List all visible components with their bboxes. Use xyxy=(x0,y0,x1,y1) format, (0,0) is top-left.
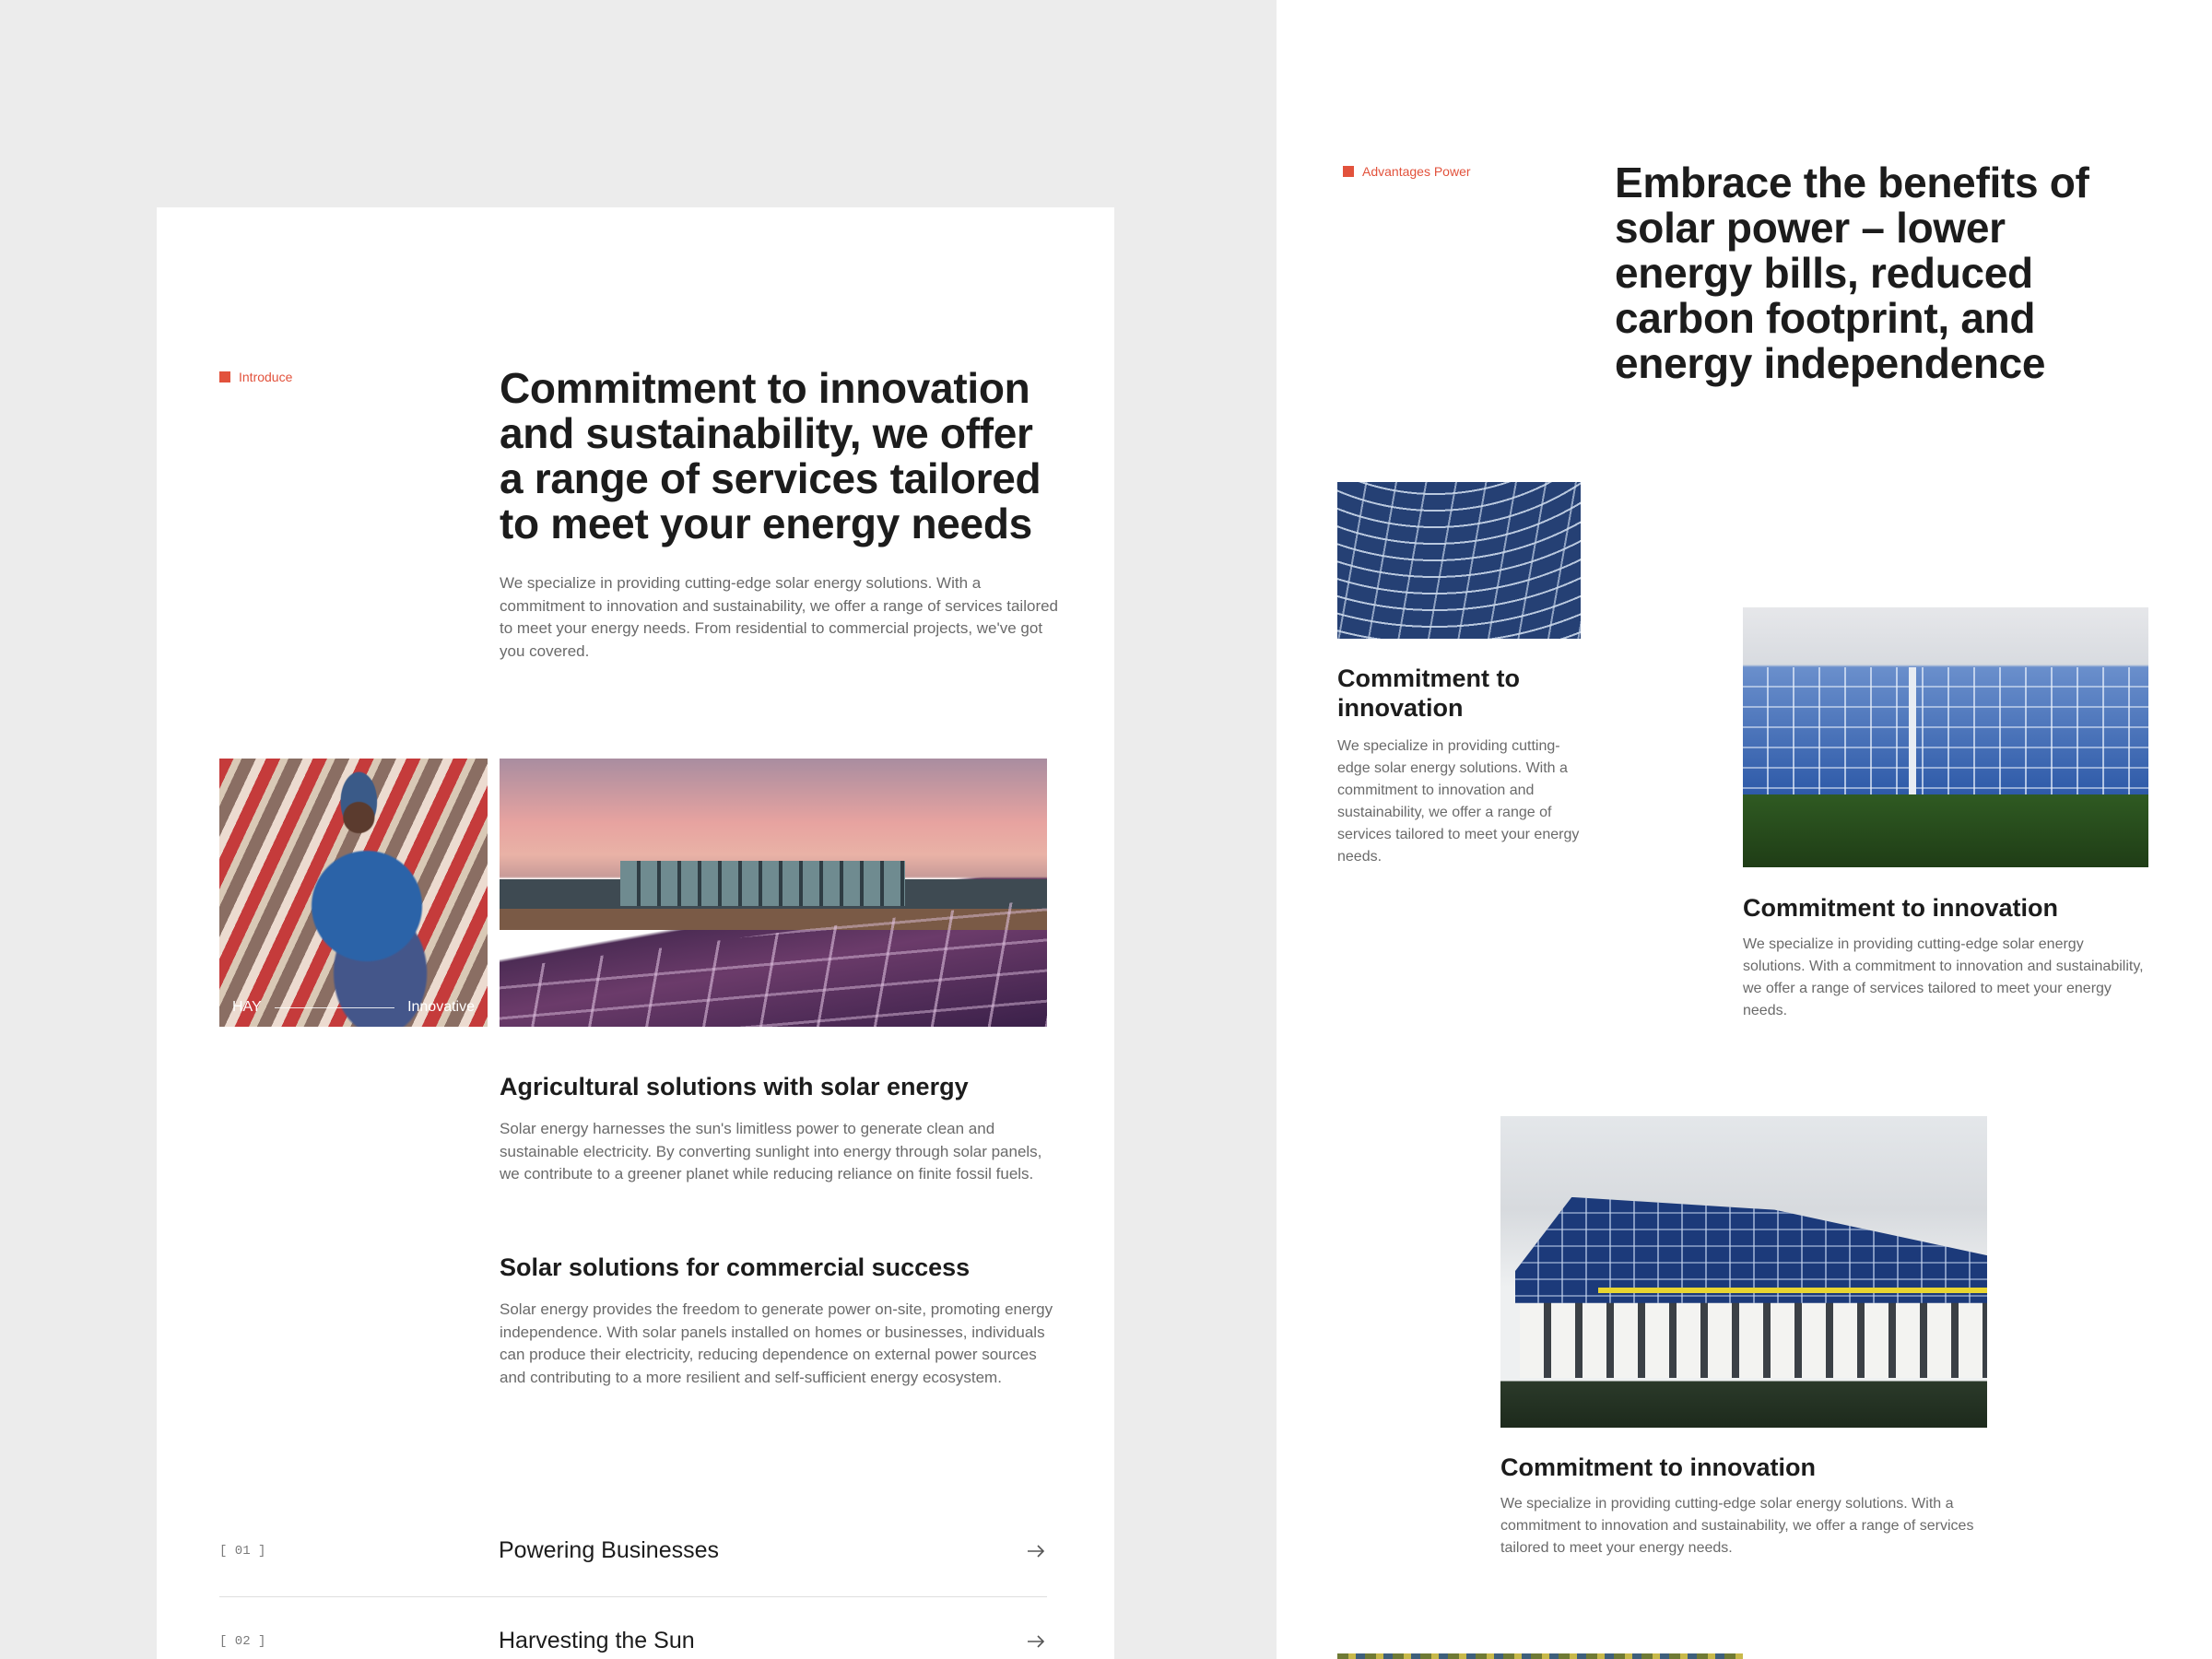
section-tag-introduce xyxy=(219,370,292,384)
square-bullet-icon xyxy=(1343,166,1354,177)
house-wall xyxy=(1520,1290,1987,1378)
tag-label: Advantages Power xyxy=(1362,164,1471,179)
square-bullet-icon xyxy=(219,371,230,382)
worker-photo xyxy=(219,759,488,1027)
arrow-right-icon[interactable] xyxy=(1025,1540,1047,1562)
list-item-harvesting-the-sun[interactable] xyxy=(219,1628,1047,1654)
building-shape xyxy=(620,861,905,906)
right-headline: Embrace the benefits of solar power – lower energy bills, reduced carbon footprint, and energy independence xyxy=(1615,159,2089,387)
house-stripe xyxy=(1598,1288,1987,1293)
house-solar-photo xyxy=(1500,1116,1987,1428)
card-title: Commitment to innovation xyxy=(1743,894,2058,922)
arrow-right-icon[interactable] xyxy=(1025,1630,1047,1653)
section-tag-advantages xyxy=(1343,164,1471,179)
list-item-powering-businesses[interactable] xyxy=(219,1537,1047,1564)
left-panel xyxy=(157,207,1114,1659)
panel-grid xyxy=(500,898,1047,1027)
field-panels-photo xyxy=(1743,607,2148,867)
building-solar-photo xyxy=(500,759,1047,1027)
curved-panels-photo xyxy=(1337,482,1581,639)
section-body-commercial: Solar energy provides the freedom to generate power on-site, promoting energy independence. With solar panels installed on homes or businesses, individuals can produce their electricity, reducing dependence on external power sources and contributing to a more resilient and self-sufficient energy ecosystem. xyxy=(500,1300,1053,1386)
right-panel xyxy=(1277,0,2212,1659)
list-item-index: [ 01 ] xyxy=(219,1543,266,1559)
caption-left: HAY xyxy=(232,999,262,1015)
card-title: Commitment to innovation xyxy=(1500,1453,1816,1481)
card-body: We specialize in providing cutting-edge solar energy solutions. With a commitment to innovation and sustainability, we offer a range of services tailored to meet your energy needs. xyxy=(1743,936,2144,1018)
section-body-agricultural: Solar energy harnesses the sun's limitless power to generate clean and sustainable electricity. By converting sunlight into energy through solar panels, we contribute to a greener planet while reducing reliance on finite fossil fuels. xyxy=(500,1120,1042,1182)
list-item-label: Harvesting the Sun xyxy=(499,1628,695,1653)
caption-divider xyxy=(275,1007,394,1008)
card-body: We specialize in providing cutting-edge solar energy solutions. With a commitment to innovation and sustainability, we offer a range of services tailored to meet your energy needs. xyxy=(1337,738,1580,865)
next-photo-peek xyxy=(1337,1653,1743,1659)
card-title: Commitment to innovation xyxy=(1337,665,1520,722)
page-headline: Commitment to innovation and sustainability, we offer a range of services tailored to meet your energy needs xyxy=(500,364,1041,547)
section-title-agricultural: Agricultural solutions with solar energy xyxy=(500,1073,969,1100)
section-title-commercial: Solar solutions for commercial success xyxy=(500,1253,971,1281)
caption-right: Innovative xyxy=(407,999,475,1015)
list-divider xyxy=(219,1596,1047,1597)
list-item-label: Powering Businesses xyxy=(499,1537,720,1563)
photo-caption xyxy=(232,999,475,1016)
card-body: We specialize in providing cutting-edge solar energy solutions. With a commitment to innovation and sustainability, we offer a range of services tailored to meet your energy needs. xyxy=(1500,1496,1974,1556)
tag-label: Introduce xyxy=(239,370,293,384)
list-item-index: [ 02 ] xyxy=(219,1633,266,1649)
panel-gap xyxy=(1909,667,1916,794)
intro-paragraph: We specialize in providing cutting-edge solar energy solutions. With a commitment to innovation and sustainability, we offer a range of services tailored to meet your energy needs. From residential to commercial projects, we've got you covered. xyxy=(500,574,1059,660)
